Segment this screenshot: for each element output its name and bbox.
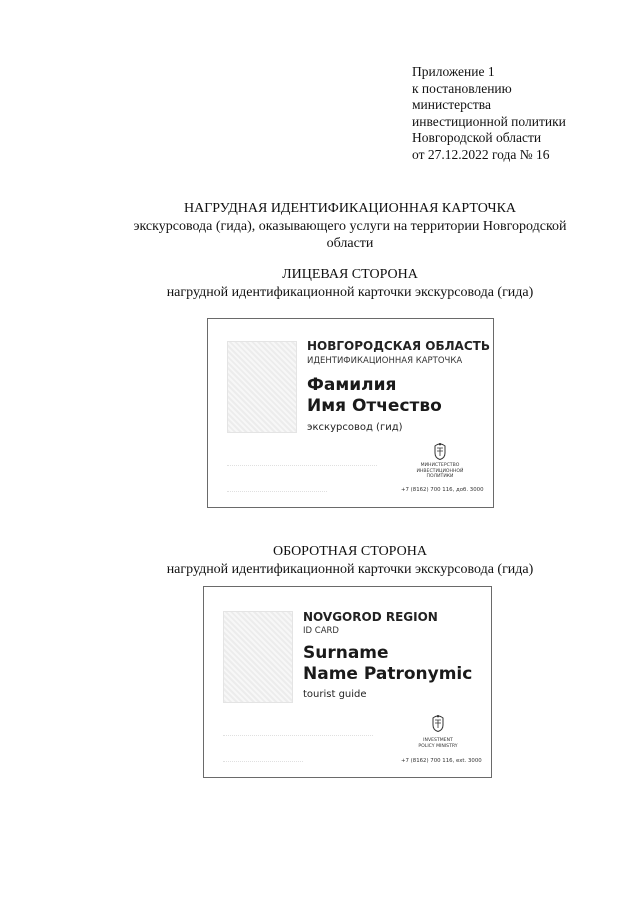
photo-placeholder — [227, 341, 297, 433]
appendix-line: министерства — [412, 97, 491, 112]
ministry-label — [403, 738, 473, 749]
card-role: экскурсовод (гид) — [307, 422, 403, 433]
card-name-patronymic: Name Patronymic — [303, 664, 473, 684]
front-heading: ЛИЦЕВАЯ СТОРОНА — [282, 267, 418, 282]
appendix-block — [412, 64, 612, 163]
card-name-patronymic: Имя Отчество — [307, 396, 442, 416]
validity-line — [223, 761, 303, 762]
ministry-phone: +7 (8162) 700 116, ext. 3000 — [401, 758, 482, 764]
coat-of-arms-icon — [432, 442, 448, 460]
ministry-label — [405, 463, 475, 480]
photo-placeholder — [223, 611, 293, 703]
card-surname: Фамилия — [307, 375, 397, 395]
appendix-line: к постановлению — [412, 80, 512, 96]
ministry-line: INVESTMENT — [423, 738, 453, 743]
validity-line — [227, 491, 327, 492]
document-subtitle-cont: области — [326, 236, 374, 251]
back-id-card — [203, 586, 492, 778]
front-id-card — [207, 318, 494, 508]
back-subheading: нагрудной идентификационной карточки экскурсовода (гида) — [166, 562, 534, 577]
document-title: НАГРУДНАЯ ИДЕНТИФИКАЦИОННАЯ КАРТОЧКА — [183, 201, 517, 216]
ministry-phone: +7 (8162) 700 116, доб. 3000 — [401, 487, 484, 493]
card-region: NOVGOROD REGION — [303, 610, 438, 624]
ministry-line: POLICY MINISTRY — [418, 743, 458, 749]
card-surname: Surname — [303, 643, 389, 663]
ministry-line: ИНВЕСТИЦИОННОЙ — [416, 468, 464, 474]
ministry-line: МИНИСТЕРСТВО — [420, 463, 460, 468]
card-type: ИДЕНТИФИКАЦИОННАЯ КАРТОЧКА — [307, 356, 463, 366]
signature-line — [223, 735, 373, 736]
appendix-line: Приложение 1 — [412, 64, 495, 79]
appendix-line: Новгородской области — [412, 130, 542, 145]
card-role: tourist guide — [303, 689, 367, 700]
signature-line — [227, 465, 377, 466]
front-subheading: нагрудной идентификационной карточки экскурсовода (гида) — [166, 285, 534, 300]
ministry-line: ПОЛИТИКИ — [426, 474, 454, 480]
coat-of-arms-icon — [430, 714, 446, 732]
back-heading: ОБОРОТНАЯ СТОРОНА — [273, 544, 427, 559]
document-subtitle: экскурсовода (гида), оказывающего услуги на территории Новгородской — [133, 219, 567, 234]
appendix-line: инвестиционной политики — [412, 113, 566, 129]
card-type: ID CARD — [303, 626, 339, 636]
card-region: НОВГОРОДСКАЯ ОБЛАСТЬ — [307, 339, 490, 353]
appendix-line: от 27.12.2022 года № 16 — [412, 146, 550, 162]
